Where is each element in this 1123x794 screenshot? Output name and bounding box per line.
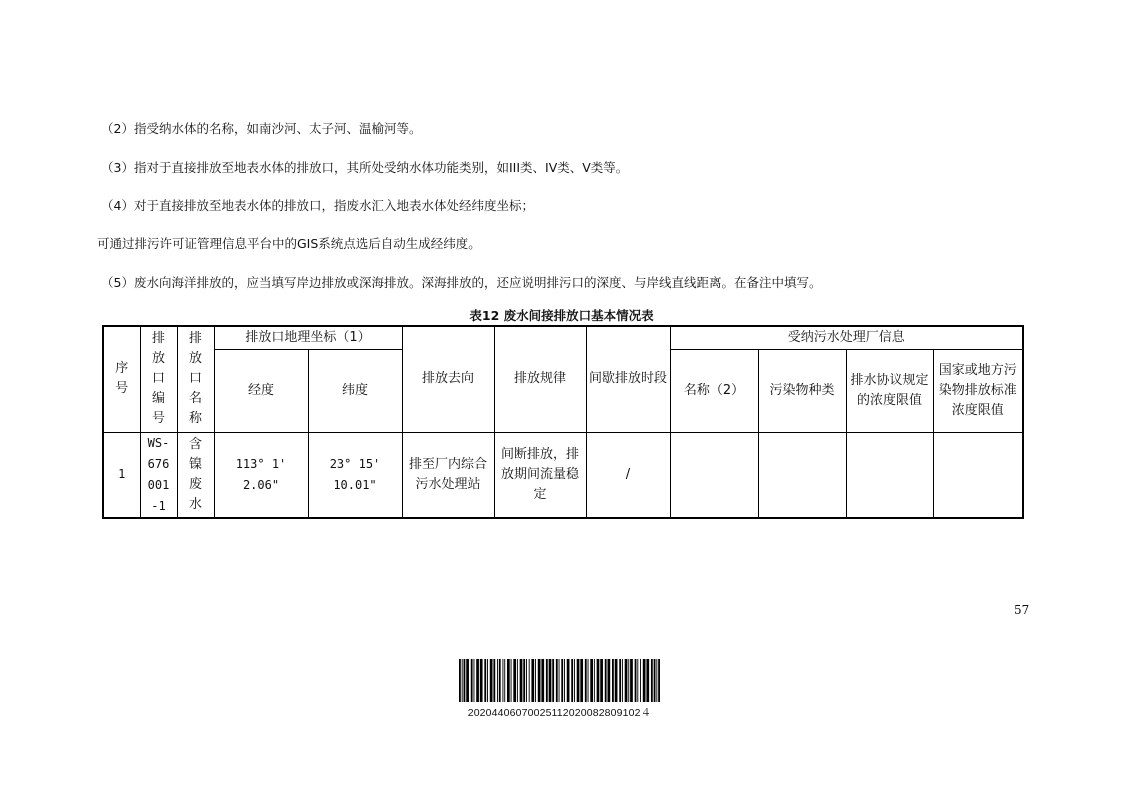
barcode-bar bbox=[654, 659, 656, 702]
barcode-bar bbox=[656, 659, 657, 702]
note-2: （2）指受纳水体的名称，如南沙河、太子河、温榆河等。 bbox=[101, 121, 422, 136]
header-standard-limit: 国家或地方污染物排放标准浓度限值 bbox=[933, 349, 1023, 432]
barcode-bar bbox=[637, 659, 638, 702]
barcode-bar bbox=[571, 659, 573, 702]
barcode-bar bbox=[549, 659, 552, 702]
barcode-bar bbox=[658, 659, 660, 702]
header-intermittent: 间歇排放时段 bbox=[586, 326, 670, 432]
barcode-bar bbox=[588, 659, 589, 702]
barcode-bar bbox=[493, 659, 495, 702]
barcode-bar bbox=[635, 659, 637, 702]
barcode-bar bbox=[462, 659, 463, 702]
barcode-bar bbox=[513, 659, 516, 702]
barcode-image bbox=[459, 659, 660, 702]
barcode-bar bbox=[520, 659, 523, 702]
barcode-bar bbox=[559, 659, 560, 702]
header-seq: 序号 bbox=[103, 326, 140, 432]
cell-pattern: 间断排放，排放期间流量稳定 bbox=[494, 432, 586, 518]
barcode-bar bbox=[511, 659, 512, 702]
barcode-bar bbox=[585, 659, 587, 702]
header-geo-coordinates: 排放口地理坐标（1） bbox=[214, 326, 402, 349]
cell-agreement-limit bbox=[846, 432, 933, 518]
barcode-bar bbox=[561, 659, 563, 702]
cell-intermittent: / bbox=[586, 432, 670, 518]
header-direction: 排放去向 bbox=[402, 326, 494, 432]
note-4-continuation: 可通过排污许可证管理信息平台中的GIS系统点选后自动生成经纬度。 bbox=[97, 236, 481, 251]
note-4: （4）对于直接排放至地表水体的排放口，指废水汇入地表水体处经纬度坐标； bbox=[101, 198, 534, 213]
barcode-bar bbox=[625, 659, 628, 702]
barcode-bar bbox=[497, 659, 498, 702]
page-number: 57 bbox=[1014, 603, 1030, 617]
barcode-bar bbox=[646, 659, 649, 702]
wastewater-outlet-table bbox=[102, 325, 1024, 519]
barcode-bar bbox=[612, 659, 614, 702]
barcode-bar bbox=[490, 659, 493, 702]
note-5: （5）废水向海洋排放的，应当填写岸边排放或深海排放。深海排放的，还应说明排污口的深度、与岸线直线距离。在备注中填写。 bbox=[101, 275, 822, 290]
barcode-bar bbox=[459, 659, 461, 702]
header-row-1 bbox=[103, 326, 1023, 349]
barcode-bar bbox=[523, 659, 525, 702]
header-plant-info: 受纳污水处理厂信息 bbox=[670, 326, 1023, 349]
barcode-number: 20204406070025112020082809102４ bbox=[467, 707, 652, 719]
barcode-bar bbox=[502, 659, 503, 702]
barcode-bar bbox=[552, 659, 554, 702]
barcode-bar bbox=[541, 659, 544, 702]
note-3: （3）指对于直接排放至地表水体的排放口，其所处受纳水体功能类别，如III类、IV类、V类等。 bbox=[101, 160, 629, 175]
header-outlet-name: 排放口名称 bbox=[177, 326, 214, 432]
header-outlet-id: 排放口编号 bbox=[140, 326, 177, 432]
barcode-bar bbox=[538, 659, 541, 702]
barcode-bar bbox=[556, 659, 558, 702]
barcode-bar bbox=[594, 659, 595, 702]
header-longitude: 经度 bbox=[214, 349, 308, 432]
barcode-bar bbox=[574, 659, 575, 702]
barcode-bar bbox=[640, 659, 641, 702]
barcode-bar bbox=[564, 659, 565, 702]
barcode-bar bbox=[619, 659, 621, 702]
barcode-bar bbox=[567, 659, 570, 702]
barcode-bar bbox=[643, 659, 646, 702]
header-pollutant: 污染物种类 bbox=[758, 349, 846, 432]
barcode-bar bbox=[622, 659, 623, 702]
cell-outlet-id: WS-676001-1 bbox=[140, 432, 177, 518]
barcode-bar bbox=[605, 659, 607, 702]
barcode-bar bbox=[480, 659, 483, 702]
barcode-bar bbox=[651, 659, 653, 702]
barcode-bar bbox=[529, 659, 530, 702]
barcode-bar bbox=[466, 659, 469, 702]
barcode-bar bbox=[546, 659, 548, 702]
barcode-bar bbox=[471, 659, 473, 702]
barcode-bar bbox=[628, 659, 629, 702]
cell-pollutant bbox=[758, 432, 846, 518]
table-title: 表12 废水间接排放口基本情况表 bbox=[469, 308, 654, 323]
barcode-bar bbox=[580, 659, 583, 702]
barcode-bar bbox=[473, 659, 474, 702]
barcode-bar bbox=[577, 659, 580, 702]
header-agreement-limit: 排水协议规定的浓度限值 bbox=[846, 349, 933, 432]
barcode-bar bbox=[476, 659, 479, 702]
header-plant-name: 名称（2） bbox=[670, 349, 758, 432]
header-pattern: 排放规律 bbox=[494, 326, 586, 432]
cell-latitude: 23° 15' 10.01" bbox=[308, 432, 402, 518]
cell-standard-limit bbox=[933, 432, 1023, 518]
barcode-bar bbox=[590, 659, 593, 702]
barcode-bar bbox=[600, 659, 603, 702]
table-row bbox=[103, 432, 1023, 518]
barcode-bar bbox=[507, 659, 510, 702]
barcode-bar bbox=[630, 659, 633, 702]
barcode-bar bbox=[615, 659, 618, 702]
barcode-bar bbox=[531, 659, 534, 702]
cell-longitude: 113° 1' 2.06" bbox=[214, 432, 308, 518]
barcode-bar bbox=[526, 659, 527, 702]
barcode-bar bbox=[499, 659, 501, 702]
barcode-bar bbox=[597, 659, 600, 702]
barcode-bar bbox=[607, 659, 610, 702]
cell-direction: 排至厂内综合污水处理站 bbox=[402, 432, 494, 518]
barcode-bar bbox=[484, 659, 486, 702]
barcode-bar bbox=[535, 659, 536, 702]
cell-outlet-name: 含镍废水 bbox=[177, 432, 214, 518]
barcode-bar bbox=[504, 659, 505, 702]
barcode-bar bbox=[487, 659, 488, 702]
barcode-bar bbox=[464, 659, 466, 702]
barcode-bar bbox=[517, 659, 518, 702]
cell-seq: 1 bbox=[103, 432, 140, 518]
cell-plant-name bbox=[670, 432, 758, 518]
header-latitude: 纬度 bbox=[308, 349, 402, 432]
